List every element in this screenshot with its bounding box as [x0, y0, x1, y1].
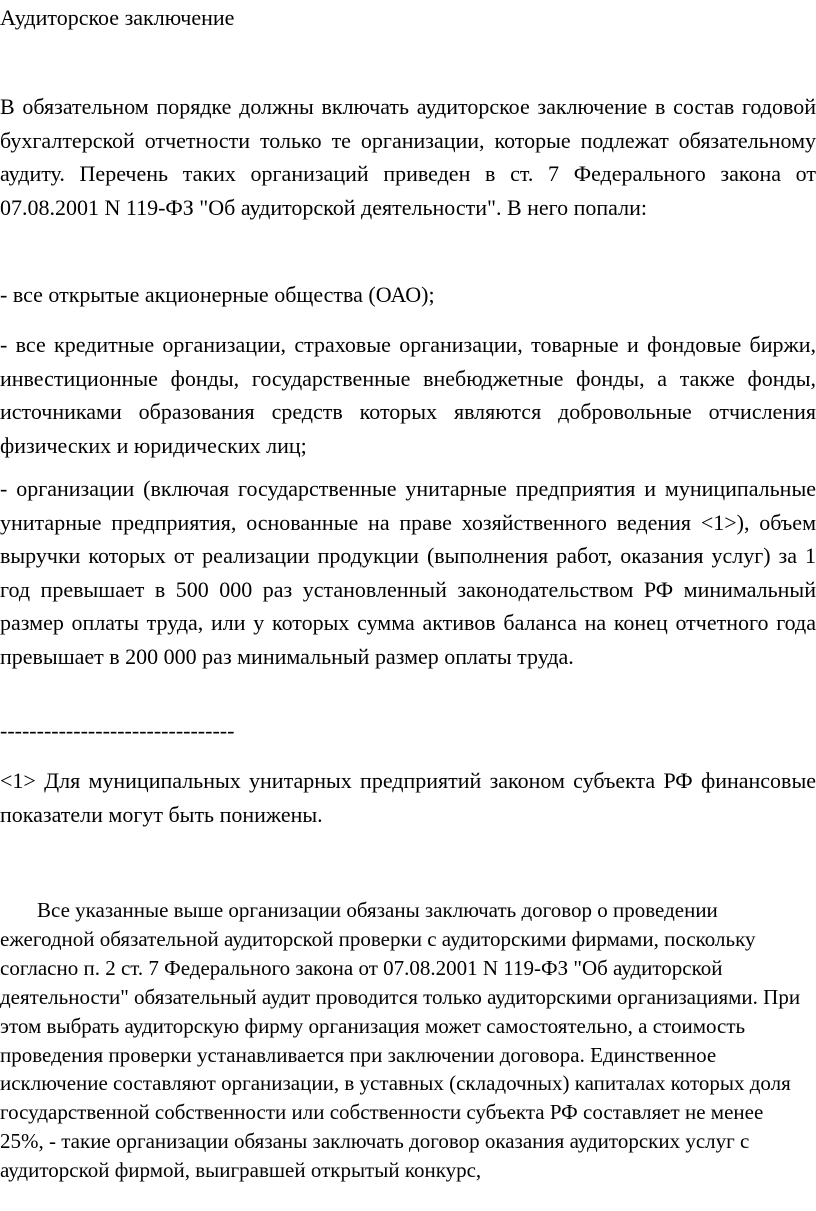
list-item: - организации (включая государственные унитарные предприятия и муниципальные унитарные предприятия, основанные на праве хозяйственного ведения <1>), объем выручки которых от реализации продукции (выполнения работ, оказания услуг) за 1 год превышает в 500 000 раз установленный законодательством РФ минимальный размер оплаты труда, или у которых сумма активов баланса на конец отчетного года превышает в 200 000 раз минимальный размер оплаты труда.	[0, 476, 816, 669]
intro-paragraph: В обязательном порядке должны включать аудиторское заключение в состав годовой бухгалтерской отчетности только те организации, которые подлежат обязательному аудиту. Перечень таких организаций приведен в ст. 7 Федерального закона от 07.08.2001 N 119-ФЗ "Об аудиторской деятельности". В него попали:	[0, 94, 816, 220]
body-paragraph: Все указанные выше организации обязаны заключать договор о проведении ежегодной обязательной аудиторской проверки с аудиторскими фирмами, поскольку согласно п. 2 ст. 7 Федерального закона от 07.08.2001 N 119-ФЗ "Об аудиторской деятельности" обязательный аудит проводится только аудиторскими организациями. При этом выбрать аудиторскую фирму организация может самостоятельно, а стоимость проведения проверки устанавливается при заключении договора. Единственное исключение составляют организации, в уставных (складочных) капиталах которых доля государственной собственности или собственности субъекта РФ составляет не менее 25%, - такие организации обязаны заключать договор оказания аудиторских услуг с аудиторской фирмой, выигравшей открытый конкурс,	[0, 898, 801, 1183]
document-title: Аудиторское заключение	[0, 5, 235, 30]
footnote-divider: --------------------------------	[0, 718, 235, 743]
list-item: - все открытые акционерные общества (ОАО);	[0, 282, 435, 307]
footnote: <1> Для муниципальных унитарных предприятий законом субъекта РФ финансовые показатели могут быть понижены.	[0, 768, 816, 827]
list-item: - все кредитные организации, страховые организации, товарные и фондовые биржи, инвестиционные фонды, государственные внебюджетные фонды, а также фонды, источниками образования средств которых являются добровольные отчисления физических и юридических лиц;	[0, 332, 816, 458]
